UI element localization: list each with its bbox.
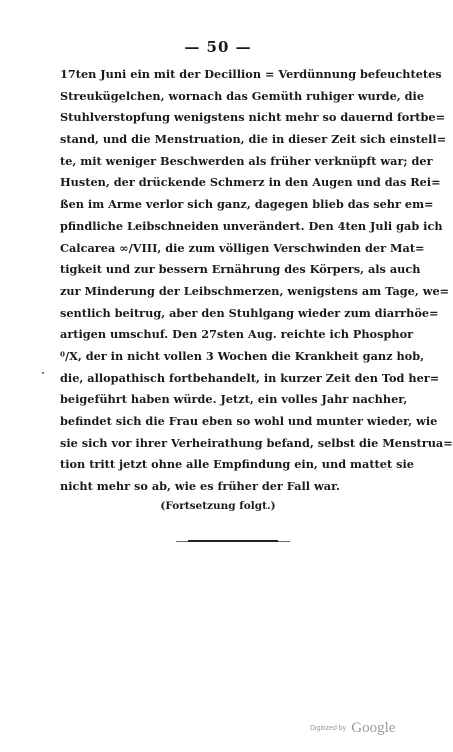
text-line: Calcarea ∞/VIII, die zum völligen Verschwinden der Mat=: [60, 240, 425, 255]
digitized-watermark: [310, 718, 395, 737]
text-line: 17ten Juni ein mit der Decillion = Verdünnung befeuchtetes: [60, 67, 442, 81]
text-line: Stuhlverstopfung wenigstens nicht mehr so dauernd fortbe=: [60, 110, 446, 125]
text-line: die, allopathisch fortbehandelt, in kurzer Zeit den Tod her=: [60, 370, 440, 385]
text-line: ⁰/X, der in nicht vollen 3 Wochen die Krankheit ganz hob,: [60, 348, 425, 363]
text-line: artigen umschuf. Den 27sten Aug. reichte ich Phosphor: [60, 327, 414, 342]
text-line: pfindliche Leibschneiden unverändert. Den 4ten Juli gab ich: [60, 218, 443, 233]
google-logo: Google: [351, 720, 396, 736]
text-line: beigeführt haben würde. Jetzt, ein volles Jahr nachher,: [60, 392, 408, 407]
text-line: zur Minderung der Leibschmerzen, wenigstens am Tage, we=: [60, 283, 450, 298]
scan-speck: [42, 372, 44, 374]
section-divider-fade-right: [278, 541, 290, 542]
text-line: nicht mehr so ab, wie es früher der Fall war.: [60, 479, 340, 494]
text-line: sie sich vor ihrer Verheirathung befand, selbst die Menstrua=: [60, 435, 453, 450]
text-line: tigkeit und zur bessern Ernährung des Körpers, als auch: [60, 262, 421, 277]
text-line: sentlich beitrug, aber den Stuhlgang wieder zum diarrhöe=: [60, 305, 439, 320]
section-divider: [188, 540, 278, 542]
section-divider-fade-left: [176, 541, 188, 542]
page-number: — 50 —: [184, 38, 252, 56]
text-line: te, mit weniger Beschwerden als früher verknüpft war; der: [60, 153, 433, 168]
text-line: Streukügelchen, wornach das Gemüth ruhiger wurde, die: [60, 88, 425, 103]
text-line: befindet sich die Frau eben so wohl und munter wieder, wie: [60, 414, 438, 428]
digitized-by-label: Digitized by: [310, 725, 347, 732]
body-text: [60, 64, 453, 498]
continuation-note: (Fortsetzung folgt.): [160, 500, 276, 512]
text-line: stand, und die Menstruation, die in dieser Zeit sich einstell=: [60, 132, 447, 147]
text-line: tion tritt jetzt ohne alle Empfindung ein, und mattet sie: [60, 457, 414, 472]
text-line: ßen im Arme verlor sich ganz, dagegen blieb das sehr em=: [60, 197, 434, 212]
text-line: Husten, der drückende Schmerz in den Augen und das Rei=: [60, 175, 441, 190]
